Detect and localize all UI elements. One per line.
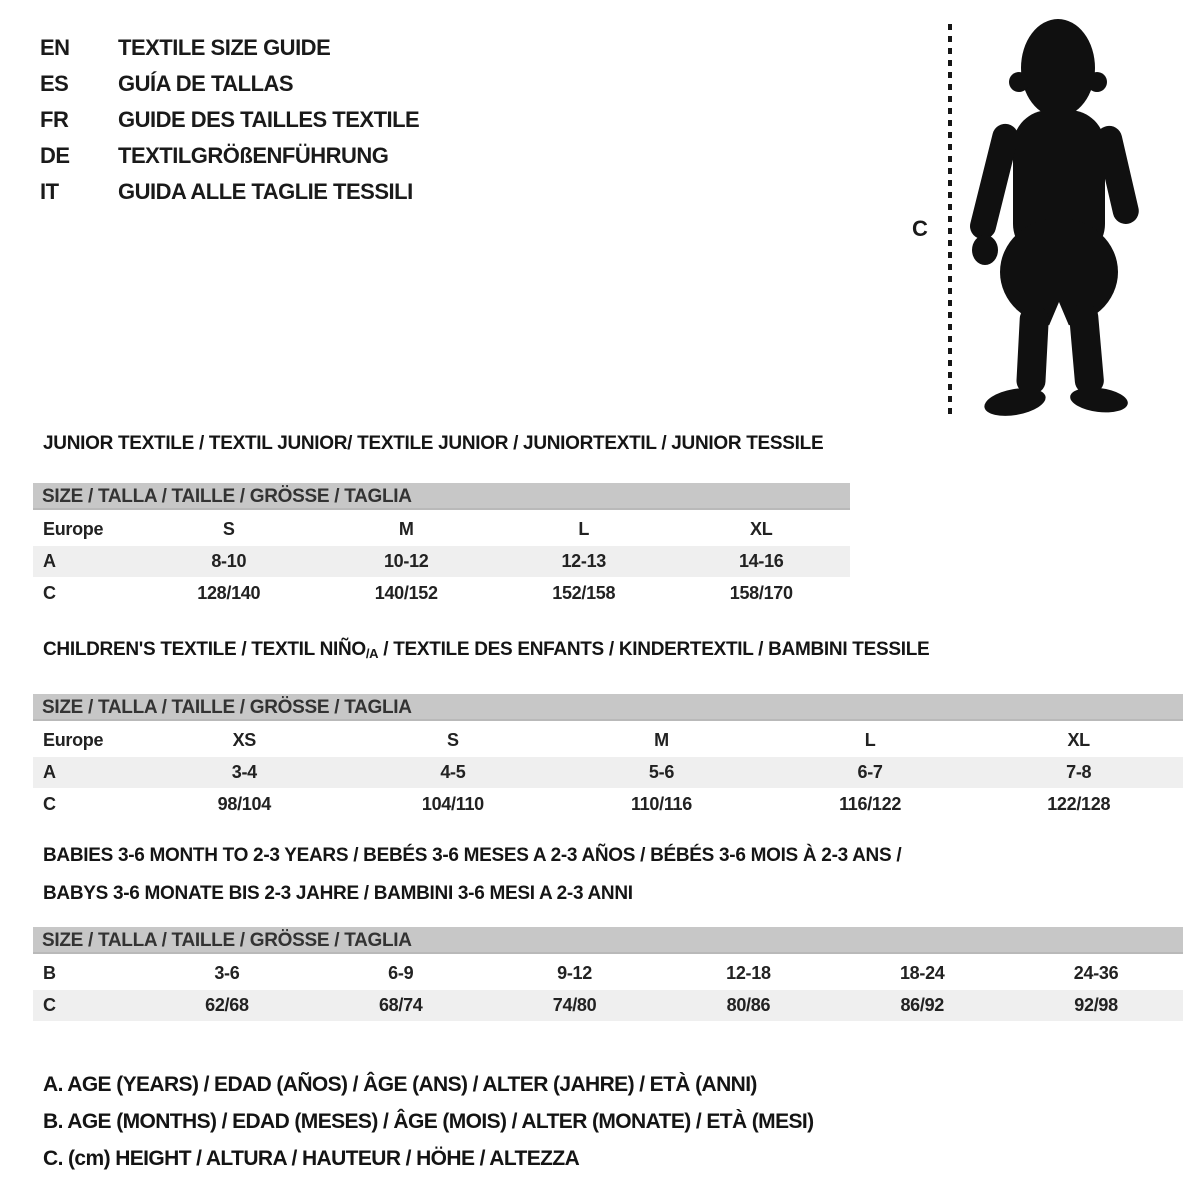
size-cell: 68/74 bbox=[378, 995, 423, 1015]
size-cell: 104/110 bbox=[421, 794, 484, 814]
language-row-de bbox=[40, 138, 419, 174]
language-row-fr bbox=[40, 102, 419, 138]
legend-block bbox=[43, 1066, 814, 1177]
size-cell: 14-16 bbox=[738, 551, 784, 571]
size-cell: 158/170 bbox=[729, 583, 793, 603]
size-cell: 4-5 bbox=[440, 762, 466, 782]
table-row bbox=[33, 958, 1183, 989]
toddler-silhouette-image bbox=[963, 14, 1143, 418]
language-title: TEXTILE SIZE GUIDE bbox=[118, 35, 331, 60]
section-title-segment: JUNIOR TEXTILE / TEXTIL JUNIOR/ TEXTILE JUNIOR / JUNIORTEXTIL / JUNIOR TESSILE bbox=[43, 433, 824, 454]
size-cell: 116/122 bbox=[839, 794, 902, 814]
section-children-textile bbox=[33, 631, 1183, 820]
size-cell: 12-13 bbox=[561, 551, 607, 571]
size-cell: XL bbox=[1067, 730, 1090, 750]
size-cell: 7-8 bbox=[1066, 762, 1092, 782]
row-label: A bbox=[43, 551, 56, 571]
size-cell: 3-6 bbox=[214, 963, 240, 983]
size-cell: 128/140 bbox=[197, 583, 261, 603]
size-cell: L bbox=[578, 519, 590, 539]
size-cell: 6-7 bbox=[857, 762, 883, 782]
size-cell: 5-6 bbox=[648, 762, 675, 782]
table-row bbox=[33, 757, 1183, 788]
table-row bbox=[33, 514, 850, 545]
section-title-segment: /A bbox=[365, 646, 379, 661]
row-label: C bbox=[43, 995, 56, 1015]
size-cell: 98/104 bbox=[217, 794, 271, 814]
size-table bbox=[33, 483, 850, 609]
size-cell: 9-12 bbox=[557, 963, 592, 983]
size-table bbox=[33, 927, 1183, 1021]
size-cell: 74/80 bbox=[552, 995, 597, 1015]
size-cell: 3-4 bbox=[231, 762, 257, 782]
section-title bbox=[33, 425, 850, 463]
legend-line: C. (cm) HEIGHT / ALTURA / HAUTEUR / HÖHE / ALTEZZA bbox=[43, 1147, 580, 1170]
row-label: A bbox=[43, 762, 56, 782]
section-title-segment: BABYS 3-6 MONATE BIS 2-3 JAHRE / BAMBINI 3-6 MESI A 2-3 ANNI bbox=[43, 883, 633, 904]
size-cell: 24-36 bbox=[1073, 963, 1119, 983]
section-junior-textile bbox=[33, 425, 850, 609]
size-cell: M bbox=[398, 519, 414, 539]
size-cell: 8-10 bbox=[211, 551, 247, 571]
legend-line: B. AGE (MONTHS) / EDAD (MESES) / ÂGE (MOIS) / ALTER (MONATE) / ETÀ (MESI) bbox=[43, 1110, 814, 1133]
language-code: IT bbox=[40, 179, 59, 204]
section-title-segment: / TEXTILE DES ENFANTS / KINDERTEXTIL / BAMBINI TESSILE bbox=[378, 639, 930, 660]
language-row-es bbox=[40, 66, 419, 102]
size-cell: M bbox=[654, 730, 669, 750]
row-label: Europe bbox=[43, 730, 104, 750]
size-cell: 92/98 bbox=[1074, 995, 1118, 1015]
height-measure-line bbox=[948, 24, 952, 418]
section-babies-textile bbox=[33, 837, 1183, 1021]
language-code: DE bbox=[40, 143, 70, 168]
size-cell: S bbox=[222, 519, 235, 539]
size-cell: 62/68 bbox=[205, 995, 249, 1015]
table-row bbox=[33, 725, 1183, 756]
size-cell: 86/92 bbox=[900, 995, 944, 1015]
size-header-bar: SIZE / TALLA / TAILLE / GRÖSSE / TAGLIA bbox=[33, 483, 850, 510]
size-table bbox=[33, 694, 1183, 820]
size-cell: XS bbox=[232, 730, 256, 750]
table-row bbox=[33, 578, 850, 609]
size-header-bar: SIZE / TALLA / TAILLE / GRÖSSE / TAGLIA bbox=[33, 927, 1183, 954]
size-cell: L bbox=[864, 730, 876, 750]
size-header-bar: SIZE / TALLA / TAILLE / GRÖSSE / TAGLIA bbox=[33, 694, 1183, 721]
language-row-en bbox=[40, 30, 419, 66]
row-label: C bbox=[43, 794, 56, 814]
size-cell: 80/86 bbox=[726, 995, 771, 1015]
language-title: GUIDE DES TAILLES TEXTILE bbox=[118, 107, 420, 132]
language-code: ES bbox=[40, 71, 69, 96]
table-row bbox=[33, 546, 850, 577]
size-cell: 6-9 bbox=[388, 963, 414, 983]
language-title: TEXTILGRÖßENFÜHRUNG bbox=[118, 143, 389, 168]
height-measure-label: C bbox=[912, 216, 928, 241]
size-cell: 18-24 bbox=[899, 963, 945, 983]
section-title-segment: CHILDREN'S TEXTILE / TEXTIL NIÑO bbox=[43, 639, 366, 660]
size-cell: S bbox=[447, 730, 459, 750]
language-title: GUÍA DE TALLAS bbox=[118, 71, 294, 96]
size-cell: 152/158 bbox=[552, 583, 616, 603]
size-cell: 12-18 bbox=[726, 963, 771, 983]
section-title bbox=[33, 837, 1183, 913]
row-label: C bbox=[43, 583, 56, 603]
language-title: GUIDA ALLE TAGLIE TESSILI bbox=[118, 179, 413, 204]
table-row bbox=[33, 990, 1183, 1021]
section-title bbox=[33, 631, 1183, 673]
size-cell: XL bbox=[750, 519, 773, 539]
language-title-block bbox=[40, 30, 419, 210]
language-code: FR bbox=[40, 107, 69, 132]
section-title-segment: BABIES 3-6 MONTH TO 2-3 YEARS / BEBÉS 3-6 MESES A 2-3 AÑOS / BÉBÉS 3-6 MOIS À 2-3 ANS / bbox=[43, 845, 902, 866]
legend-line: A. AGE (YEARS) / EDAD (AÑOS) / ÂGE (ANS) / ALTER (JAHRE) / ETÀ (ANNI) bbox=[43, 1073, 757, 1096]
size-cell: 10-12 bbox=[383, 551, 429, 571]
size-cell: 110/116 bbox=[630, 794, 692, 814]
row-label: B bbox=[43, 963, 56, 983]
table-row bbox=[33, 789, 1183, 820]
language-row-it bbox=[40, 174, 419, 210]
row-label: Europe bbox=[43, 519, 104, 539]
language-code: EN bbox=[40, 35, 70, 60]
size-cell: 140/152 bbox=[374, 583, 438, 603]
size-cell: 122/128 bbox=[1047, 794, 1111, 814]
